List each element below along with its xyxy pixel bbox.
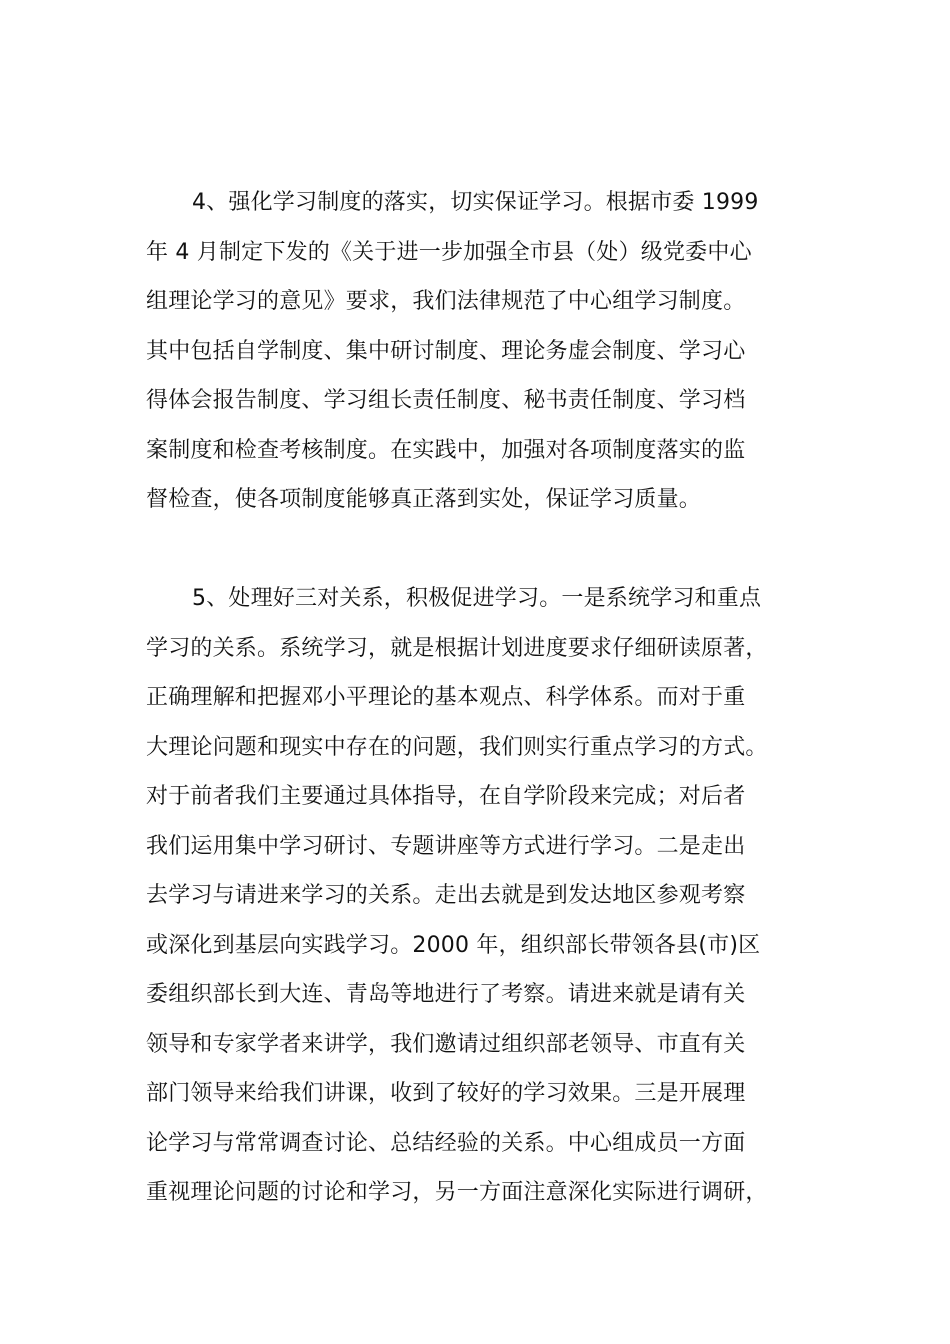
text-line: 领导和专家学者来讲学，我们邀请过组织部老领导、市直有关 xyxy=(146,1031,746,1057)
text-line: 5、处理好三对关系，积极促进学习。一是系统学习和重点 xyxy=(192,586,762,611)
text-line: 或深化到基层向实践学习。2000 年，组织部长带领各县(市)区 xyxy=(146,932,761,958)
text-line: 得体会报告制度、学习组长责任制度、秘书责任制度、学习档 xyxy=(146,388,746,413)
text-line: 对于前者我们主要通过具体指导，在自学阶段来完成；对后者 xyxy=(146,784,746,809)
text-line: 我们运用集中学习研讨、专题讲座等方式进行学习。二是走出 xyxy=(146,833,746,859)
text-line: 委组织部长到大连、青岛等地进行了考察。请进来就是请有关 xyxy=(146,982,746,1007)
paragraph-three-relations xyxy=(146,574,826,1218)
text-line: 正确理解和把握邓小平理论的基本观点、科学体系。而对于重 xyxy=(146,685,746,710)
text-line: 论学习与常常调查讨论、总结经验的关系。中心组成员一方面 xyxy=(146,1130,746,1156)
text-line: 重视理论问题的讨论和学习，另一方面注意深化实际进行调研， xyxy=(146,1180,768,1205)
text-line: 组理论学习的意见》要求，我们法律规范了中心组学习制度。 xyxy=(146,289,746,314)
paragraph-study-system xyxy=(146,178,826,525)
text-line: 学习的关系。系统学习，就是根据计划进度要求仔细研读原著， xyxy=(146,635,768,661)
text-line: 大理论问题和现实中存在的问题，我们则实行重点学习的方式。 xyxy=(146,734,768,760)
text-line: 其中包括自学制度、集中研讨制度、理论务虚会制度、学习心 xyxy=(146,338,746,364)
text-line: 案制度和检查考核制度。在实践中，加强对各项制度落实的监 xyxy=(146,437,746,463)
text-line: 年 4 月制定下发的《关于进一步加强全市县（处）级党委中心 xyxy=(146,239,752,265)
text-line: 部门领导来给我们讲课，收到了较好的学习效果。三是开展理 xyxy=(146,1081,746,1106)
text-line: 去学习与请进来学习的关系。走出去就是到发达地区参观考察 xyxy=(146,883,746,908)
text-line: 督检查，使各项制度能够真正落到实处，保证学习质量。 xyxy=(146,487,702,512)
text-line: 4、强化学习制度的落实，切实保证学习。根据市委 1999 xyxy=(192,190,759,215)
